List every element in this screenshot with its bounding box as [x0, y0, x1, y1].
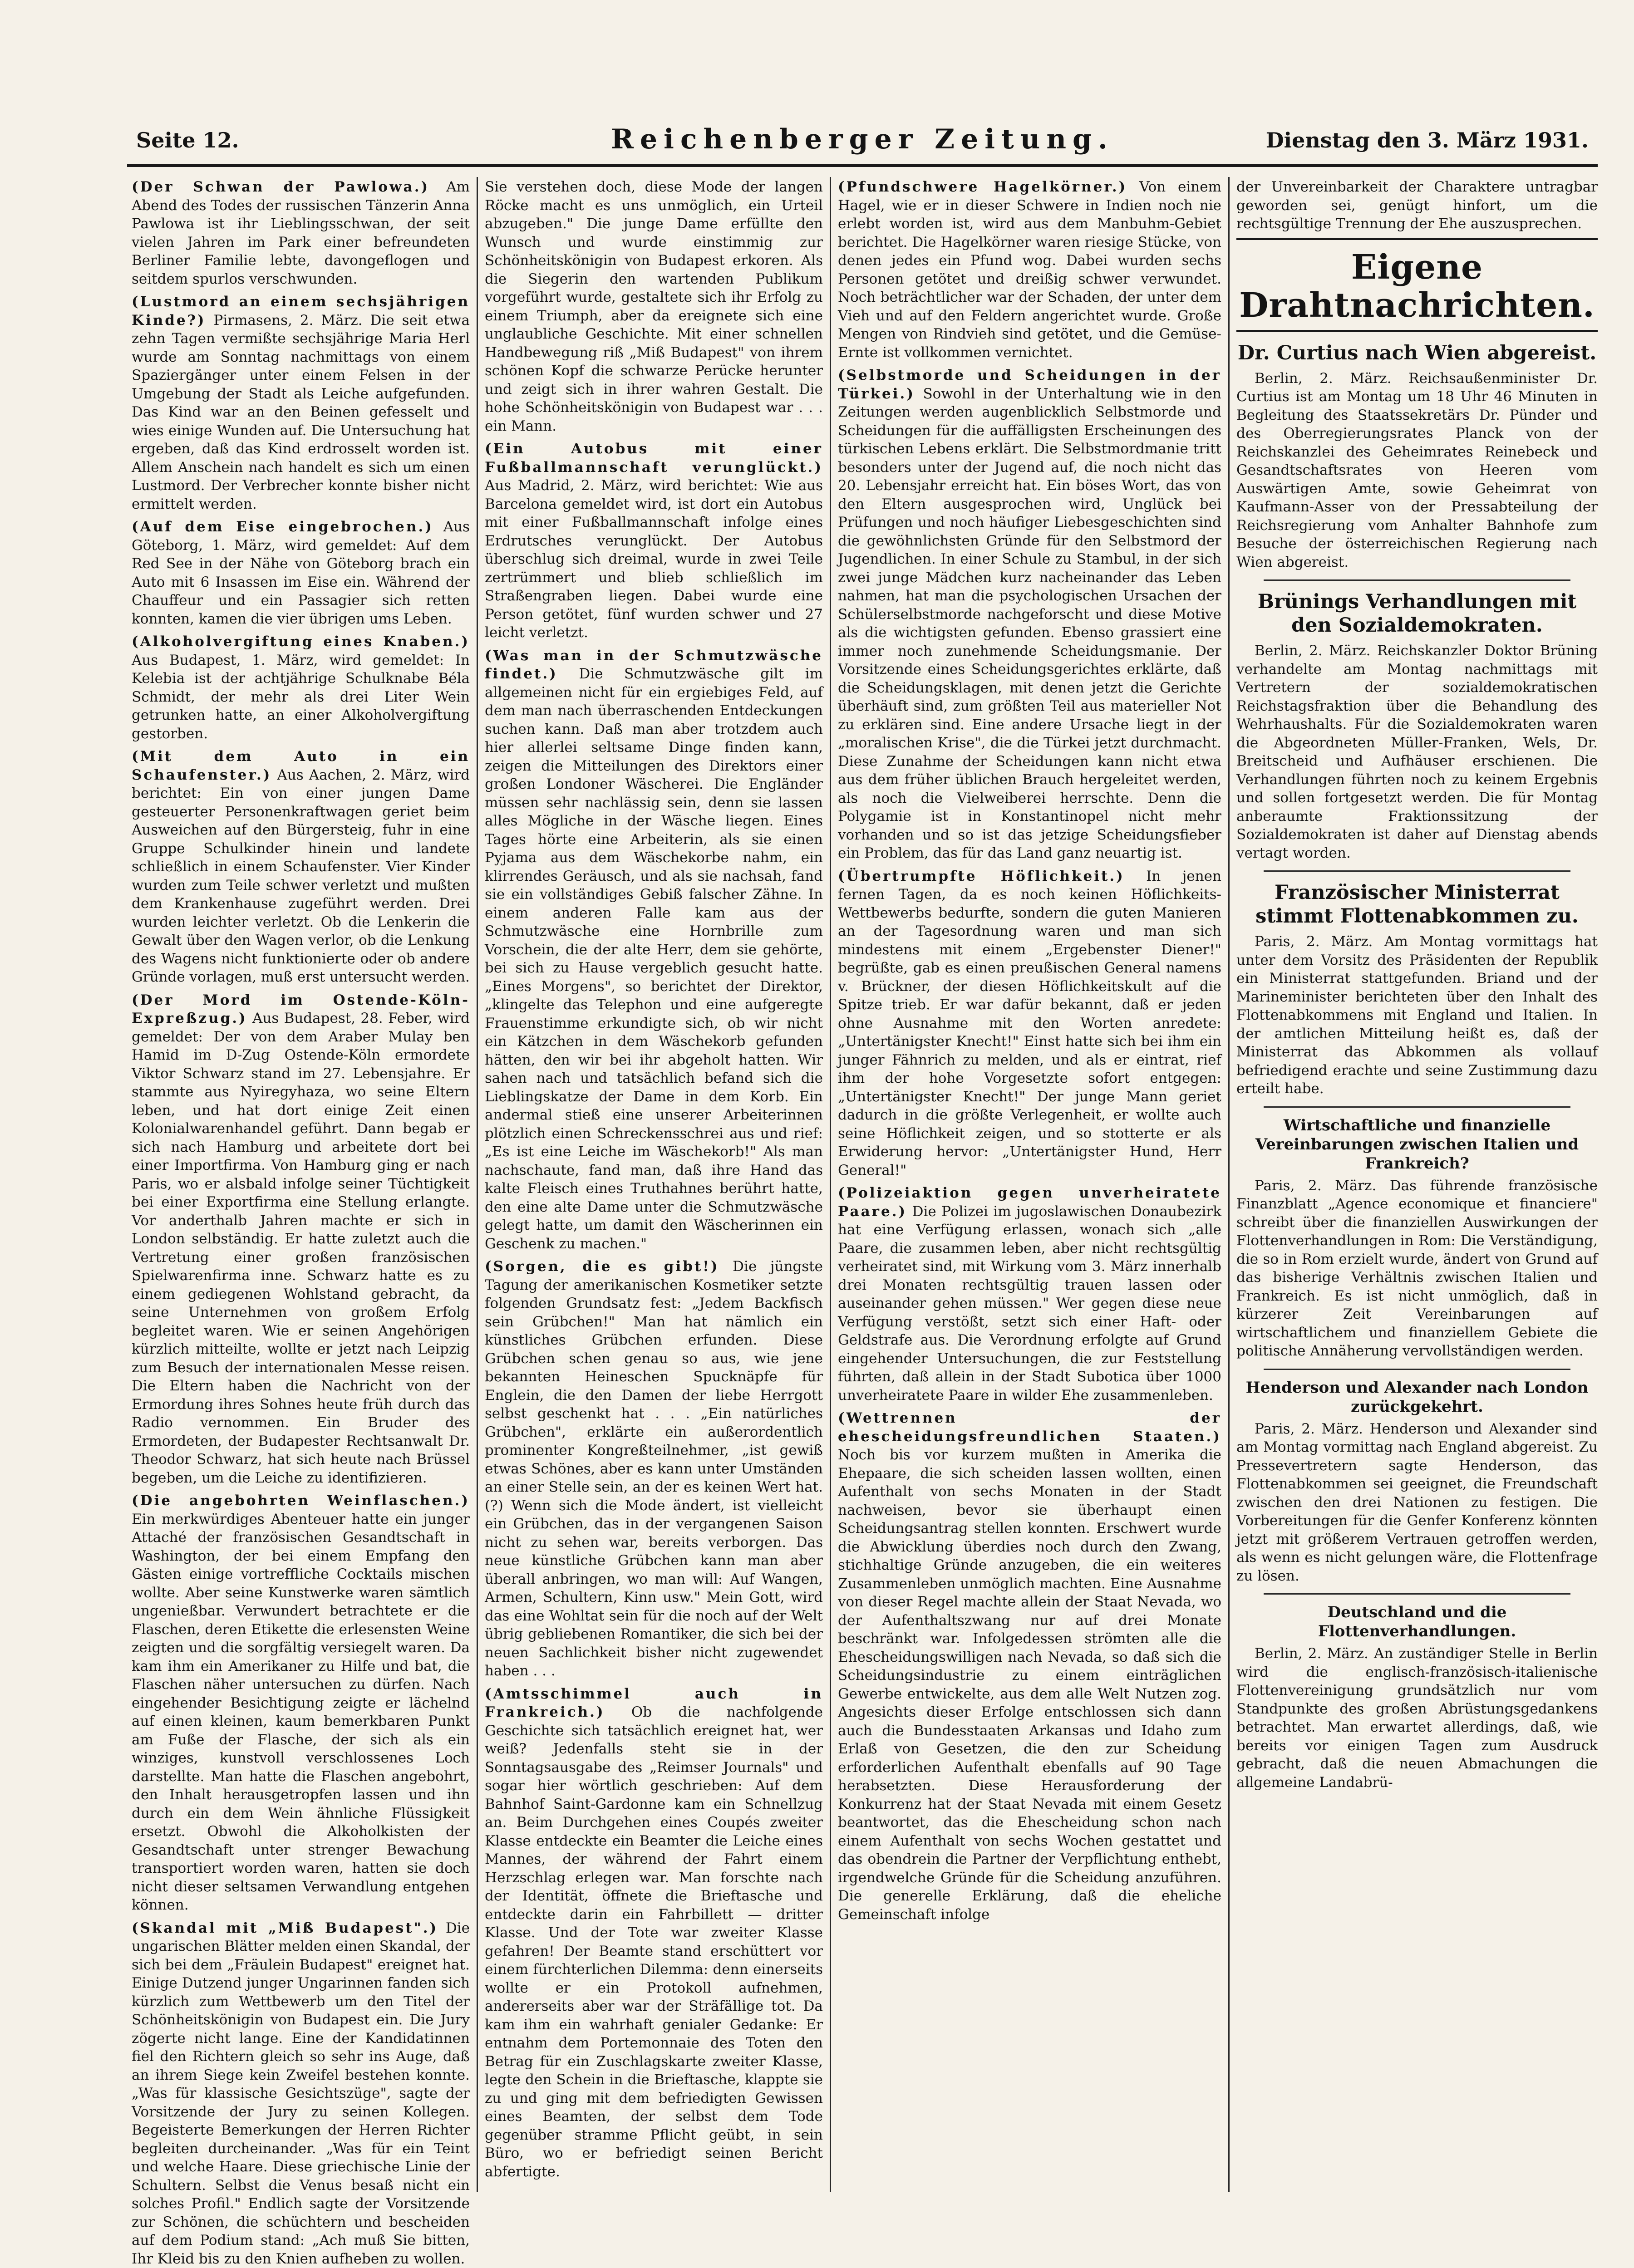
news-article — [485, 440, 823, 642]
news-article — [838, 178, 1221, 362]
article-body: Aus Aachen, 2. März, wird berichtet: Ein von einer jungen Dame gesteuerter Personenkraftwagen geriet beim Ausweichen auf den Bürgersteig, fuhr in eine Gruppe Schulkinder hinein und landete schließlich in einem Schaufenster. Vier Kinder wurden zum Teile schwer verletzt und mußten dem Krankenhause zugeführt werden. Drei wurden leichter verletzt. Ob die Lenkerin die Gewalt über den Wagen verlor, ob die Lenkung des Wagens nicht funktionierte oder ob andere Gründe vorlagen, muß erst untersucht werden. — [132, 767, 470, 986]
news-article — [132, 747, 470, 987]
article-body: Von einem Hagel, wie er in dieser Schwere in Indien noch nie erlebt worden ist, wird aus dem Manbuhm-Gebiet berichtet. Die Hagelkörner waren riesige Stücke, von denen jedes ein Pfund wog. Dabei wurden sechs Personen getötet und dreißig schwer verwundet. Noch beträchtlicher war der Schaden, der unter dem Vieh und auf den Feldern angerichtet wurde. Große Mengen von Rindvieh sind getötet, und die Gemüse-Ernte ist vollkommen vernichtet. — [838, 179, 1221, 361]
article-headline: (Auf dem Eise eingebrochen.) — [132, 519, 433, 535]
column-divider — [1228, 177, 1230, 2192]
article-body: Aus Madrid, 2. März, wird berichtet: Wie aus Barcelona gemeldet wird, ist dort ein Autobus mit einer Fußballmannschaft infolge eines Erdrutsches verunglückt. Der Autobus überschlug sich dreimal, wurde in zwei Teile zertrümmert und blieb schließlich im Straßengraben liegen. Dabei wurde eine Person getötet, fünf wurden schwer und 27 leicht verletzt. — [485, 477, 823, 641]
wire-report — [1236, 881, 1598, 1098]
article-headline: (Der Schwan der Pawlowa.) — [132, 179, 429, 195]
wire-subheadline: Deutschland und die Flottenverhandlungen. — [1236, 1603, 1598, 1641]
article-body: Die Schmutzwäsche gilt im allgemeinen nicht für ein ergiebiges Feld, auf dem man nach überraschenden Entdeckungen suchen kann. Daß man aber trotzdem auch hier allerlei seltsame Dinge finden kann, zeigen die Mitteilungen des Direktors einer großen Londoner Wäscherei. Die Engländer müssen sehr nachlässig sein, denn sie lassen alles Mögliche in der Wäsche liegen. Eines Tages hörte eine Arbeiterin, als sie einen Pyjama aus dem Wäschekorbe nahm, ein klirrendes Geräusch, und als sie nachsah, fand sie ein vollständiges Gebiß falscher Zähne. In einem anderen Falle kam aus der Schmutzwäsche eine Hornbrille zum Vorschein, die der alte Herr, dem sie gehörte, bei sich zu Hause vergeblich gesucht hatte. „Eines Morgens", so berichtet der Direktor, „klingelte das Telephon und eine aufgeregte Frauenstimme erkundigte sich, ob wir nicht ein Kätzchen in dem Wäschekorb gefunden hätten, den wir bei ihr abgeholt hatten. Wir sahen nach und tatsächlich befand sich die Lieblingskatze der Dame in dem Korb. Ein andermal stieß eine unserer Arbeiterinnen plötzlich einen Schreckensschrei aus und rief: „Es ist eine Leiche im Wäschekorb!" Als man nachschaute, fand man, daß ihre Hand das kalte Fleisch eines Truthahnes berührt hatte, den eine alte Dame unter die Schmutzwäsche gelegt hatte, um damit den Wäscherinnen ein Geschenk zu machen." — [485, 666, 823, 1252]
section-rule — [1236, 238, 1598, 240]
article-body: der Unvereinbarkeit der Charaktere untragbar geworden sei, genügt hinfort, um die rechtsgültige Trennung der Ehe auszusprechen. — [1236, 179, 1598, 232]
article-body: Sie verstehen doch, diese Mode der langen Röcke macht es uns unmöglich, ein Urteil abzugeben." Die junge Dame erfüllte den Wunsch und wurde einstimmig zur Schönheitskönigin von Budapest erkoren. Als die Siegerin den wartenden Publikum vorgeführt wurde, gestaltete sich ihr Erfolg zu einem Triumph, aber da ereignete sich eine unglaubliche Geschichte. Mit einer schnellen Handbewegung riß „Miß Budapest" von ihrem schönen Kopf die schwarze Perücke herunter und zeigt sich in ihrer wahren Gestalt. Die hohe Schönheitskönigin von Budapest war . . . ein Mann. — [485, 179, 823, 434]
column-4 — [1236, 178, 1598, 2193]
article-body: Ob die nachfolgende Geschichte sich tatsächlich ereignet hat, wer weiß? Jedenfalls steht sie in der Sonntagsausgabe des „Reimser Journals" und sogar hier wörtlich geschrieben: Auf dem Bahnhof Saint-Gardonne kam ein Schnellzug an. Beim Durchgehen eines Coupés zweiter Klasse entdeckte ein Beamter die Leiche eines Mannes, der während der Fahrt einem Herzschlag erlegen war. Man forschte nach der Identität, öffnete die Brieftasche und entdeckte darin ein Fahrbillett — dritter Klasse. Und der Tote war zweiter Klasse gefahren! Der Beamte stand erschüttert vor einem fürchterlichen Dilemma: denn einerseits wollte er ein Protokoll aufnehmen, andererseits aber war der Sträfällige tot. Da kam ihm ein wahrhaft genialer Gedanke: Er entnahm dem Portemonnaie des Toten den Betrag für ein Zuschlagskarte zweiter Klasse, legte den Schein in die Brieftasche, klappte sie zu und ging mit dem befriedigten Gewissen eines Beamten, der selbst dem Tode gegenüber stramme Pflicht geübt, in sein Büro, wo er befriedigt seinen Bericht abfertigte. — [485, 1704, 823, 2180]
news-article — [132, 518, 470, 628]
article-body: Aus Göteborg, 1. März, wird gemeldet: Auf dem Red See in der Nähe von Göteborg brach ein Auto mit 6 Insassen im Eise ein. Während der Chauffeur und ein Passagier sich retten konnten, kamen die vier übrigen ums Leben. — [132, 519, 470, 627]
news-article — [838, 1409, 1221, 1924]
wire-body: Paris, 2. März. Henderson und Alexander sind am Montag vormittag nach England abgereist. Zu Pressevertretern sagte Henderson, das Flottenabkommen sei geeignet, die Freundschaft zwischen den drei Nationen zu festigen. Die Vorbereitungen für die Genfer Konferenz könnten jetzt mit größerem Vertrauen getroffen werden, als wenn es nicht gelungen wäre, die Flottenfrage zu lösen. — [1236, 1420, 1598, 1586]
wire-report — [1236, 1116, 1598, 1360]
wire-report — [1236, 1603, 1598, 1792]
article-body: Am Abend des Todes der russischen Tänzerin Anna Pawlowa ist ihr Lieblingsschwan, der seit vielen Jahren im Park einer befreundeten Berliner Familie lebte, davongeflogen und seitdem spurlos verschwunden. — [132, 179, 470, 287]
wire-body: Berlin, 2. März. Reichskanzler Doktor Brüning verhandelte am Montag nachmittags mit Vertretern der sozialdemokratischen Reichstagsfraktion über die Behandlung des Wehrhaushalts. Für die Sozialdemokraten waren die Abgeordneten Müller-Franken, Wels, Dr. Breitscheid und Aufhäuser erschienen. Die Verhandlungen führten noch zu keinem Ergebnis und sollen fortgesetzt werden. Die für Montag anberaumte Fraktionssitzung der Sozialdemokraten ist daher auf Dienstag abends vertagt worden. — [1236, 642, 1598, 862]
section-title: Eigene Drahtnachrichten. — [1236, 248, 1598, 324]
column-3 — [838, 178, 1221, 2193]
news-article — [485, 178, 823, 435]
news-article — [132, 293, 470, 513]
article-headline: (Wettrennen der ehescheidungsfreundlichen Staaten.) — [838, 1410, 1221, 1445]
article-headline: (Lustmord an einem sechsjährigen Kinde?) — [132, 294, 470, 329]
news-article — [132, 178, 470, 288]
news-article — [485, 1685, 823, 2181]
article-headline: (Pfundschwere Hagelkörner.) — [838, 179, 1127, 195]
article-body: Die jüngste Tagung der amerikanischen Kosmetiker setzte folgenden Grundsatz fest: „Jedem Backfisch sein Grübchen!" Man hat nämlich ein künstliches Grübchen erfunden. Diese Grübchen schen genau so aus, wie jene bekannten Heineschen Spucknäpfe für Englein, die den Damen der liebe Herrgott selbst geschenkt hat . . . „Ein natürliches Grübchen", erklärte ein außerordentlich prominenter Kongreßteilnehmer, „ist gewiß etwas Schönes, aber es kann unter Umständen an einer Stelle sein, an der es keinen Wert hat. (?) Wenn sich die Mode ändert, ist vielleicht ein Grübchen, das in der vergangenen Saison nicht zu sehen war, bereits verborgen. Das neue künstliche Grübchen kann man aber überall anbringen, wo man will: Auf Wangen, Armen, Schultern, Kinn usw." Mein Gott, wird das eine Wohltat sein für die noch auf der Welt übrig gebliebenen Romantiker, die sich bei der neuen Sachlichkeit bisher nicht zugewendet haben . . . — [485, 1258, 823, 1679]
news-article — [838, 867, 1221, 1180]
wire-body: Berlin, 2. März. Reichsaußenminister Dr. Curtius ist am Montag um 18 Uhr 46 Minuten in Begleitung des Staatssekretärs Dr. Pünder und des Oberregierungsrates Planck von der Reichskanzlei des Geheimrates Reinebeck und Gesandtschaftsrates von Heeren vom Auswärtigen Amte, sowie Geheimrat von Kaufmann-Asser von der Pressabteilung der Reichsregierung vom Anhalter Bahnhofe zum Besuche der österreichischen Regierung nach Wien abgereist. — [1236, 369, 1598, 572]
article-continuation — [1236, 178, 1598, 233]
article-headline: (Ein Autobus mit einer Fußballmannschaft verunglückt.) — [485, 441, 823, 476]
article-body: Noch bis vor kurzem mußten in Amerika die Ehepaare, die sich scheiden lassen wollten, einen Aufenthalt von sechs Monaten in der Stadt nachweisen, bevor sie überhaupt einen Scheidungsantrag stellen konnten. Erschwert wurde die Abwicklung überdies noch durch den Zwang, stichhaltige Gründe anzugeben, die ein weiteres Zusammenleben unmöglich machten. Eine Ausnahme von dieser Regel machte allein der Staat Nevada, wo der Aufenthaltszwang nur auf drei Monate beschränkt war. Infolgedessen strömten alle die Ehescheidungswilligen nach Nevada, so daß sich die Scheidungsindustrie zu einem einträglichen Gewerbe entwickelte, aus dem alle Welt Nutzen zog. Angesichts dieser Erfolge entschlossen sich dann auch die Bundesstaaten Arkansas und Idaho zum Erlaß von Gesetzen, die den zur Scheidung erforderlichen Aufenthalt ebenfalls auf 90 Tage herabsetzten. Diese Herausforderung der Konkurrenz hat der Staat Nevada mit einem Gesetz beantwortet, das die Ehescheidung schon nach einem Aufenthalt von sechs Wochen gestattet und das obendrein die Partner der Verpflichtung enthebt, irgendwelche Gründe für die Scheidung anzuführen. Die generelle Erklärung, daß die eheliche Gemeinschaft infolge — [838, 1447, 1221, 1923]
article-headline: (Alkoholvergiftung eines Knaben.) — [132, 633, 470, 650]
section-rule — [1236, 330, 1598, 332]
wire-report — [1236, 341, 1598, 572]
article-headline: (Polizeiaktion gegen unverheiratete Paare.) — [838, 1185, 1221, 1220]
column-divider — [830, 177, 831, 2192]
article-headline: (Der Mord im Ostende-Köln-Expreßzug.) — [132, 992, 470, 1027]
article-separator — [1264, 870, 1570, 872]
article-headline: (Was man in der Schmutzwäsche findet.) — [485, 648, 823, 682]
column-divider — [477, 177, 478, 2192]
article-body: Pirmasens, 2. März. Die seit etwa zehn Tagen vermißte sechsjährige Maria Herl wurde am Sonntag nachmittags von einem Spaziergänger unter einem Felsen in der Umgebung der Stadt als Leiche aufgefunden. Das Kind war an den Beinen gefesselt und wies einige Wunden auf. Die Untersuchung hat ergeben, daß das Kind erdrosselt worden ist. Allem Anschein nach handelt es sich um einen Lustmord. Der Verbrecher konnte bisher nicht ermittelt werden. — [132, 312, 470, 512]
masthead-rule — [127, 164, 1598, 167]
wire-report — [1236, 590, 1598, 862]
wire-body: Paris, 2. März. Am Montag vormittags hat unter dem Vorsitz des Präsidenten der Republik ein Ministerrat stattgefunden. Briand und der Marineminister berichteten über den Inhalt des Flottenabkommens mit England und Italien. In der amtlichen Mitteilung heißt es, daß der Ministerrat das Abkommen als vollauf befriedigend erachte und seine Zustimmung dazu erteilt habe. — [1236, 933, 1598, 1098]
wire-headline: Französischer Ministerrat stimmt Flottenabkommen zu. — [1236, 881, 1598, 928]
news-article — [838, 366, 1221, 863]
wire-body: Paris, 2. März. Das führende französische Finanzblatt „Agence economique et financiere" schreibt über die finanziellen Auswirkungen der Flottenverhandlungen in Rom: Die Verständigung, die so in Rom erzielt wurde, ändert von Grund auf das bisherige Verhältnis zwischen Italien und Frankreich. Es ist nicht unmöglich, daß in kürzerer Zeit Vereinbarungen auf wirtschaftlichem und finanziellem Gebiete die politische Annäherung vervollständigen werden. — [1236, 1177, 1598, 1360]
article-body: Die ungarischen Blätter melden einen Skandal, der sich bei dem „Fräulein Budapest" ereignet hat. Einige Dutzend junger Ungarinnen fanden sich kürzlich zum Wettbewerb um den Titel der Schönheitskönigin von Budapest ein. Die Jury zögerte nicht lange. Eine der Kandidatinnen fiel den Richtern gleich so sehr ins Auge, daß an ihrem Siege kein Zweifel bestehen konnte. „Was für klassische Gesichtszüge", sagte der Vorsitzende der Jury zu seinen Kollegen. Begeisterte Bemerkungen der Herren Richter begleiten durcheinander. „Was für ein Teint und welche Haare. Diese griechische Linie der Schultern. Selbst die Venus besaß nicht ein solches Profil." Endlich sagte der Vorsitzende zur Schönen, die schüchtern und bescheiden auf dem Podium stand: „Ach muß Sie bitten, Ihr Kleid bis zu den Knien aufheben zu wollen. — [132, 1920, 470, 2267]
article-headline: (Amtsschimmel auch in Frankreich.) — [485, 1686, 823, 1721]
news-article — [132, 1919, 470, 2268]
wire-subheadline: Wirtschaftliche und finanzielle Vereinbarungen zwischen Italien und Frankreich? — [1236, 1116, 1598, 1173]
wire-report — [1236, 1378, 1598, 1586]
article-headline: (Übertrumpfte Höflichkeit.) — [838, 868, 1125, 884]
news-article — [485, 647, 823, 1253]
article-headline: (Skandal mit „Miß Budapest".) — [132, 1920, 438, 1936]
column-1 — [132, 178, 470, 2193]
article-headline: (Die angebohrten Weinflaschen.) — [132, 1492, 470, 1509]
article-headline: (Sorgen, die es gibt!) — [485, 1258, 719, 1275]
news-article — [838, 1184, 1221, 1404]
column-2 — [485, 178, 823, 2193]
article-body: Die Polizei im jugoslawischen Donaubezirk hat eine Verfügung erlassen, wonach sich „alle Paare, die zusammen leben, aber nicht rechtsgültig verheiratet sind, mit Wirkung vom 3. März innerhalb drei Monaten rechtsgültig trauen lassen oder auseinander gehen müssen." Wer gegen diese neue Verfügung verstößt, setzt sich einer Haft- oder Geldstrafe aus. Die Verordnung erfolgte auf Grund eingehender Untersuchungen, die zur Feststellung führten, daß allein in der Stadt Subotica über 1000 unverheiratete Paare in wilder Ehe zusammenleben. — [838, 1203, 1221, 1404]
wire-body: Berlin, 2. März. An zuständiger Stelle in Berlin wird die englisch-französisch-italienische Flottenvereinigung grundsätzlich nur vom Standpunkte des großen Abrüstungsgedankens betrachtet. Man erwartet allerdings, daß, wie bereits vor einigen Tagen zum Ausdruck gebracht, daß die neuen Abmachungen die allgemeine Landabrü- — [1236, 1645, 1598, 1792]
article-body: Aus Budapest, 1. März, wird gemeldet: In Kelebia ist der achtjährige Schulknabe Béla Schmidt, der mehr als drei Liter Wein getrunken hatte, an einer Alkoholvergiftung gestorben. — [132, 652, 470, 742]
article-separator — [1264, 1106, 1570, 1108]
news-article — [485, 1257, 823, 1680]
page-number: Seite 12. — [136, 128, 239, 152]
news-article — [132, 1492, 470, 1915]
wire-subheadline: Henderson und Alexander nach London zurückgekehrt. — [1236, 1378, 1598, 1416]
article-separator — [1264, 1593, 1570, 1595]
article-separator — [1264, 579, 1570, 581]
article-body: Sowohl in der Unterhaltung wie in den Zeitungen werden augenblicklich Selbstmorde und Scheidungen für die auffälligsten Erscheinungen des türkischen Lebens erklärt. Die Selbstmordmanie tritt besonders unter der Jugend auf, die noch nicht das 20. Lebensjahr erreicht hat. Ein böses Wort, das von den Eltern ausgesprochen wird, Unglück bei Prüfungen und noch häufiger Liebesgeschichten sind die gewöhnlichsten Gründe für den Selbstmord der Jugendlichen. In einer Schule zu Stambul, in der sich zwei junge Mädchen kurz nacheinander das Leben nahmen, hat man die psychologischen Ursachen der Schülerselbstmorde nachgeforscht und diese Motive als die wichtigsten gefunden. Ebenso grassiert eine immer noch zunehmende Scheidungsmanie. Der Vorsitzende eines Scheidungsgerichtes erklärte, daß die Scheidungsklagen, mit denen jetzt die Gerichte überhäuft sind, zum größten Teil aus materieller Not zu erklären sind. Eine andere Ursache liegt in der „moralischen Krise", die die Türkei jetzt durchmacht. Diese Zunahme der Scheidungen kann nicht etwa aus dem früher üblichen Brauch hergeleitet werden, als noch die Vielweiberei herrschte. Denn die Polygamie ist in Konstantinopel nicht mehr vorhanden und so ist das jetzige Scheidungsfieber ein Problem, das für das Land ganz neuartig ist. — [838, 386, 1221, 862]
article-body: Ein merkwürdiges Abenteuer hatte ein junger Attaché der französischen Gesandtschaft in Washington, der bei einem Empfang den Gästen einige vortreffliche Cocktails mischen wollte. Aber seine Kunstwerke waren sämtlich ungenießbar. Verwundert betrachtete er die Flaschen, deren Etikette die erlesensten Weine zeigten und die sorgfältig versiegelt waren. Da kam ihm ein Amerikaner zu Hilfe und bat, die Flaschen näher untersuchen zu dürfen. Nach eingehender Besichtigung zeigte er lächelnd auf einen kleinen, kaum bemerkbaren Punkt am Fuße der Flasche, der sich als ein winziges, kunstvoll verschlossenes Loch darstellte. Man hatte die Flaschen angebohrt, den Inhalt herausgetropfen lassen und ihn durch ein dem Wein ähnliche Flüssigkeit ersetzt. Obwohl die Alkoholkisten der Gesandtschaft unter strenger Bewachung transportiert worden waren, hatten sie doch nicht dieser seltsamen Verwandlung entgehen können. — [132, 1511, 470, 1914]
news-article — [132, 633, 470, 743]
article-headline: (Selbstmorde und Scheidungen in der Türkei.) — [838, 367, 1221, 402]
article-body: In jenen fernen Tagen, da es noch keinen Höflichkeits-Wettbewerbs bedurfte, sondern die guten Manieren an der Tagesordnung waren und man sich mindestens mit einem „Ergebenster Diener!" begrüßte, gab es einen preußischen General namens v. Brückner, der diesen Höflichkeitskult auf die Spitze trieb. Er war dafür bekannt, daß er jeden ohne Ausnahme mit den Worten anredete: „Untertänigster Knecht!" Einst hatte sich bei ihm ein junger Fähnrich zu melden, und als er eintrat, rief ihm der hohe Vorgesetzte sofort entgegen: „Untertänigster Knecht!" Der junge Mann geriet dadurch in die größte Verlegenheit, er wollte auch seine Höflichkeit zeigen, und so stotterte er als Erwiderung hervor: „Untertänigster Hund, Herr General!" — [838, 868, 1221, 1178]
news-article — [132, 991, 470, 1487]
newspaper-title: Reichenberger Zeitung. — [127, 123, 1598, 155]
wire-headline: Dr. Curtius nach Wien abgereist. — [1236, 341, 1598, 365]
masthead — [127, 119, 1598, 160]
article-body: Aus Budapest, 28. Feber, wird gemeldet: Der von dem Araber Mulay ben Hamid im D-Zug Ostende-Köln ermordete Viktor Schwarz stand im 27. Lebensjahre. Er stammte aus Nyiregyhaza, wo seine Eltern leben, und hat dort einige Zeit einen Kolonialwarenhandel geführt. Dann begab er sich nach Hamburg und arbeitete dort bei einer Importfirma. Von Hamburg ging er nach Paris, wo er alsbald infolge seiner Tüchtigkeit bei einer Exportfirma eine Stellung erlangte. Vor anderthalb Jahren machte er sich in London selbständig. Er hatte zuletzt auch die Vertretung einer großen französischen Spielwarenfirma inne. Schwarz hatte es zu einem gediegenen Wohlstand gebracht, da seine Unternehmen von großem Erfolg begleitet waren. Wie er seinen Angehörigen kürzlich mitteilte, wollte er jetzt nach Leipzig zum Besuch der internationalen Messe reisen. Die Eltern haben die Nachricht von der Ermordung ihres Sohnes heute früh durch das Radio vernommen. Ein Bruder des Ermordeten, der Budapester Rechtsanwalt Dr. Theodor Schwarz, hat sich heute nach Brüssel begeben, um die Leiche zu identifizieren. — [132, 1010, 470, 1486]
article-headline: (Mit dem Auto in ein Schaufenster.) — [132, 748, 470, 783]
issue-date: Dienstag den 3. März 1931. — [1266, 128, 1589, 152]
wire-headline: Brünings Verhandlungen mit den Sozialdemokraten. — [1236, 590, 1598, 637]
article-separator — [1264, 1369, 1570, 1370]
